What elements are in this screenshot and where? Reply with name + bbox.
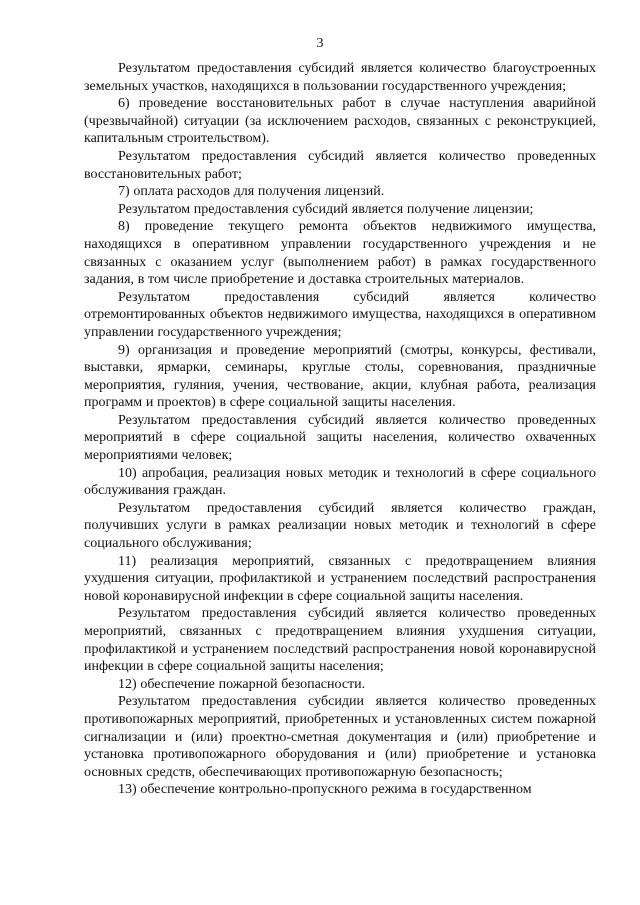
- paragraph: Результатом предоставления субсидий является количество отремонтированных объектов недвижимого имущества, находящихся в оперативном управлении государственного учреждения;: [84, 289, 596, 340]
- paragraph: Результатом предоставления субсидий является количество проведенных восстановительных работ;: [84, 148, 596, 182]
- paragraph: Результатом предоставления субсидий является количество проведенных мероприятий, связанных с предотвращением влияния ухудшения ситуации, профилактикой и устранением последствий распространения новой коронавирусной инфекции в сфере социальной защиты населения;: [84, 606, 596, 675]
- paragraph: Результатом предоставления субсидий является количество граждан, получивших услуги в рамках реализации новых методик и технологий в сфере социального обслуживания;: [84, 500, 596, 552]
- paragraph: 6) проведение восстановительных работ в случае наступления аварийной (чрезвычайной) ситуации (за исключением расходов, связанных с реконструкцией, капитальным строительством).: [84, 96, 596, 147]
- paragraph: 8) проведение текущего ремонта объектов недвижимого имущества, находящихся в оперативном управлении государственного учреждения и не связанных с оказанием услуг (выполнением работ) в рамках государственного задания, в том числе приобретение и доставка строительных материалов.: [84, 219, 596, 288]
- paragraph: 7) оплата расходов для получения лицензий.: [118, 184, 385, 200]
- document-body: [84, 60, 596, 799]
- paragraph: 12) обеспечение пожарной безопасности.: [118, 676, 366, 692]
- paragraph: 13) обеспечение контрольно-пропускного режима в государственном: [118, 782, 532, 798]
- paragraph: Результатом предоставления субсидий является количество благоустроенных земельных участков, находящихся в пользовании государственного учреждения;: [84, 61, 596, 94]
- paragraph: 10) апробация, реализация новых методик и технологий в сфере социального обслуживания граждан.: [84, 465, 596, 499]
- paragraph: Результатом предоставления субсидий является количество проведенных мероприятий в сфере социальной защиты населения, количество охваченных мероприятиями человек;: [84, 412, 596, 464]
- page-number: 3: [316, 36, 324, 51]
- paragraph: 11) реализация мероприятий, связанных с предотвращением влияния ухудшения ситуации, профилактикой и устранением последствий распространения новой коронавирусной инфекции в сфере социальной защиты населения.: [84, 553, 596, 604]
- paragraph: Результатом предоставления субсидий является получение лицензии;: [118, 201, 534, 217]
- paragraph: Результатом предоставления субсидии является количество проведенных противопожарных мероприятий, приобретенных и установленных систем пожарной сигнализации и (или) проектно-сметная документация и (или) приобретение и установка противопожарного оборудования и (или) приобретение и установка основных средств, обеспечивающих противопожарную безопасность;: [84, 694, 596, 780]
- paragraph: 9) организация и проведение мероприятий (смотры, конкурсы, фестивали, выставки, ярмарки, семинары, круглые столы, соревнования, праздничные мероприятия, гуляния, учения, чествование, акции, клубная работа, реализация программ и проектов) в сфере социальной защиты населения.: [84, 342, 596, 411]
